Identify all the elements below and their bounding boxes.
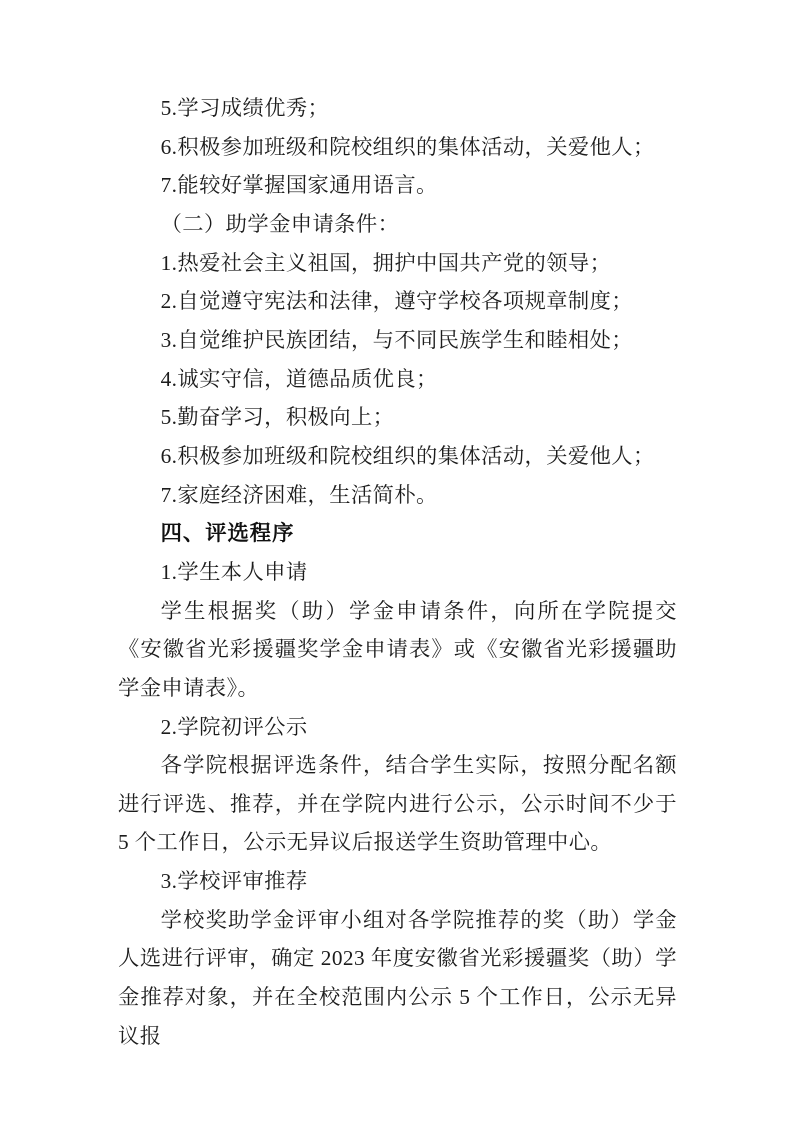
paragraph: 3.学校评审推荐 (160, 869, 308, 894)
paragraph: 3.自觉维护民族团结，与不同民族学生和睦相处； (160, 327, 634, 352)
paragraph: 各学院根据评选条件，结合学生实际，按照分配名额进行评选、推荐，并在学院内进行公示，公示时间不少于 5 个工作日，公示无异议后报送学生资助管理中心。 (118, 753, 677, 855)
paragraph: 6.积极参加班级和院校组织的集体活动，关爱他人； (160, 134, 655, 159)
paragraph: 学生根据奖（助）学金申请条件，向所在学院提交《安徽省光彩援疆奖学金申请表》或《安徽省光彩援疆助学金申请表》。 (118, 598, 677, 700)
paragraph: 2.学院初评公示 (160, 714, 308, 739)
paragraph: 2.自觉遵守宪法和法律，遵守学校各项规章制度； (160, 289, 634, 314)
paragraph: 学校奖助学金评审小组对各学院推荐的奖（助）学金人选进行评审，确定 2023 年度安徽省光彩援疆奖（助）学金推荐对象，并在全校范围内公示 5 个工作日，公示无异议报 (118, 907, 677, 1048)
paragraph: 7.能较好掌握国家通用语言。 (160, 173, 438, 198)
paragraph: 7.家庭经济困难，生活简朴。 (160, 482, 438, 507)
paragraph: 5.学习成绩优秀； (160, 96, 330, 120)
paragraph: 1.热爱社会主义祖国，拥护中国共产党的领导； (160, 250, 612, 275)
paragraph: 1.学生本人申请 (160, 559, 308, 584)
section-heading: 四、评选程序 (160, 521, 295, 546)
paragraph: 4.诚实守信，道德品质优良； (160, 366, 438, 391)
paragraph: 5.勤奋学习，积极向上； (160, 405, 395, 430)
document-body (118, 89, 677, 1122)
paragraph: （二）助学金申请条件： (160, 211, 400, 236)
paragraph: 6.积极参加班级和院校组织的集体活动，关爱他人； (160, 443, 655, 468)
